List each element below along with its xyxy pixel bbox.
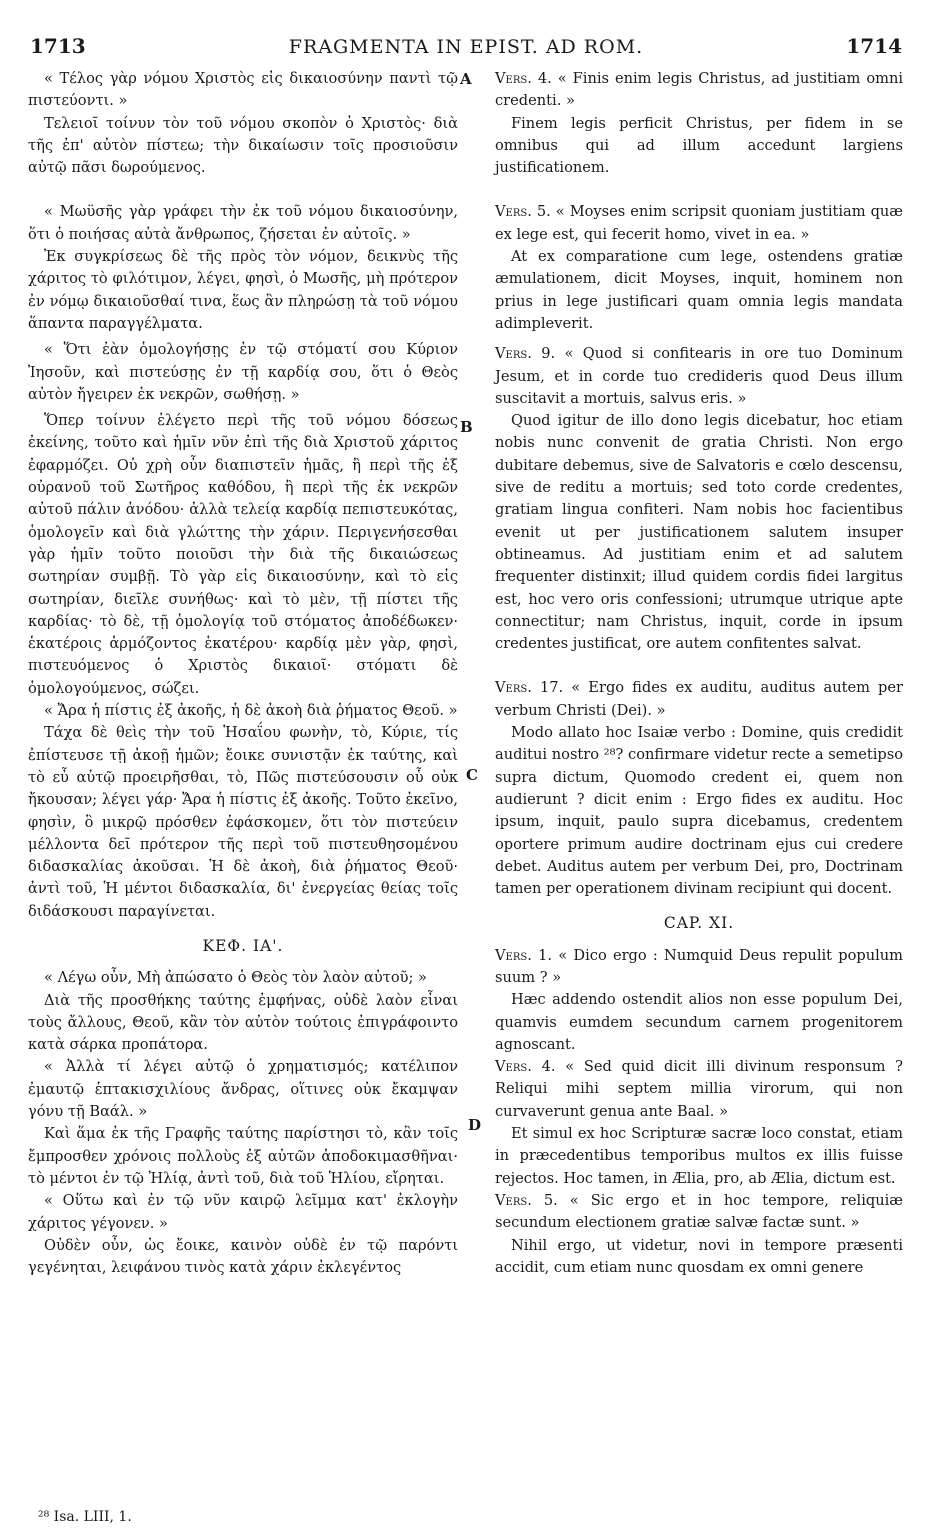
page-number-left: 1713 xyxy=(30,34,86,58)
margin-mark-b: B xyxy=(460,418,473,436)
verse-number: Vers. 4. xyxy=(495,70,552,87)
verse-number: Vers. 5. xyxy=(495,203,551,221)
page-number-right: 1714 xyxy=(846,34,902,58)
greek-commentary: Ἐκ συγκρίσεως δὲ τῆς πρὸς τὸν νόμον, δεικνὺς τῆς χάριτος τὸ φιλότιμον, λέγει, φησὶ, ὁ Μωσῆς, μὴ πρότερον ἐν νόμῳ δικαιοῦσθαί τινα, ἕως ἂν πληρώσῃ τὰ τοῦ νόμου ἅπαντα παραγγέλματα. xyxy=(28,248,458,332)
greek-verse: « Τέλος γὰρ νόμου Χριστὸς εἰς δικαιοσύνην παντὶ τῷ πιστεύοντι. » xyxy=(28,70,458,110)
latin-commentary: Nihil ergo, ut videtur, novi in tempore præsenti accidit, cum etiam nunc quosdam ex omni genere xyxy=(495,1236,903,1276)
margin-mark-c: C xyxy=(466,766,478,784)
margin-mark-d: D xyxy=(468,1116,482,1134)
latin-verse: Vers. 5. « Moyses enim scripsit quoniam justitiam quæ ex lege est, qui fecerit homo, vivet in ea. » xyxy=(495,203,904,243)
latin-verse: Vers. 9. « Quod si confitearis in ore tuo Dominum Jesum, et in corde tuo credideris quod Deus illum suscitavit a mortuis, salvus eris. » xyxy=(495,345,903,407)
latin-commentary: Modo allato hoc Isaiæ verbo : Domine, quis credidit auditui nostro ²⁸? confirmare videtur recte a semetipso supra dictum, Quomodo credent ei, quem non audierunt ? dicit enim : Ergo fides ex auditu. Hoc ipsum, inquit, paulo supra dicebamus, credentem oportere primum audire doctrinam ejus cui credere debet. Auditus autem per verbum Dei, pro, Doctrinam tamen per operationem divinam recipiunt qui docent. xyxy=(495,724,903,898)
greek-chapter-heading: ΚΕΦ. ΙΑ'. xyxy=(202,936,284,955)
latin-commentary: Et simul ex hoc Scripturæ sacræ loco constat, etiam in præcedentibus temporibus multos ex illis fuisse rejectos. Hoc tamen, in Ælia, pro, ab Ælia, dictum est. xyxy=(495,1125,903,1187)
greek-commentary: Ὅπερ τοίνυν ἐλέγετο περὶ τῆς τοῦ νόμου δόσεως ἐκείνης, τοῦτο καὶ ἡμῖν νῦν ἐπὶ τῆς διὰ Χριστοῦ χάριτος ἐφαρμόζει. Οὐ χρὴ οὖν διαπιστεῖν ἡμᾶς, ἢ περὶ τῆς ἐξ οὐρανοῦ τοῦ Σωτῆρος καθόδου, ἢ περὶ τῆς ἐκ νεκρῶν αὐτοῦ πάλιν ἀνόδου· ἀλλὰ τελείᾳ καρδίᾳ πεπιστευκότας, ὁμολογεῖν καὶ διὰ γλώττης τὴν χάριν. Περιγενήσεσθαι γὰρ ἡμῖν τοῦτο ποιοῦσι τὴν διὰ τῆς δικαιώσεως σωτηρίαν συμβῇ. Τὸ γὰρ εἰς δικαιοσύνην, καὶ τὸ εἰς σωτηρίαν, διεῖλε συνήθως· καὶ τὸ μὲν, τῇ πίστει τῆς καρδίας· τὸ δὲ, τῇ ὁμολογίᾳ τοῦ στόματος ἀποδέδωκεν· ἑκατέροις ἁρμόζοντος ἑκατέρου· καρδίᾳ μὲν γὰρ, φησὶ, πιστευόμενος ὁ Χριστὸς δικαιοῖ· στόματι δὲ ὁμολογούμενος, σώζει. xyxy=(28,412,458,697)
greek-commentary: Οὐδὲν οὖν, ὡς ἔοικε, καινὸν οὐδὲ ἐν τῷ παρόντι γεγένηται, λειφάνου τινὸς κατὰ χάριν ἐκλεγέντος xyxy=(28,1236,458,1277)
latin-commentary: Hæc addendo ostendit alios non esse populum Dei, quamvis eumdem secundum carnem progenitorem agnoscant. xyxy=(495,991,903,1053)
latin-chapter-heading: CAP. XI. xyxy=(663,914,735,933)
greek-verse: « Μωϋσῆς γὰρ γράφει τὴν ἐκ τοῦ νόμου δικαιοσύνην, ὅτι ὁ ποιήσας αὐτὰ ἄνθρωπος, ζήσεται ἐν αὐτοῖς. » xyxy=(28,203,458,243)
margin-mark-a: A xyxy=(460,70,472,88)
greek-verse: « Λέγω οὖν, Μὴ ἀπώσατο ὁ Θεὸς τὸν λαὸν αὐτοῦ; » xyxy=(44,969,427,987)
latin-verse: Vers. 1. « Dico ergo : Numquid Deus repulit populum suum ? » xyxy=(495,946,904,986)
greek-column xyxy=(28,68,458,1279)
verse-number: Vers. 1. xyxy=(495,946,553,964)
verse-number: Vers. 4. xyxy=(495,1058,556,1076)
verse-number: Vers. 5. xyxy=(495,1191,558,1209)
latin-column xyxy=(495,68,903,1279)
latin-verse: Vers. 4. « Finis enim legis Christus, ad justitiam omni credenti. » xyxy=(495,70,904,110)
latin-verse: Vers. 4. « Sed quid dicit illi divinum responsum ? Reliqui mihi septem millia virorum, qui non curvaverunt genua ante Baal. » xyxy=(495,1058,903,1120)
greek-commentary: Διὰ τῆς προσθήκης ταύτης ἐμφήνας, οὐδὲ λαὸν εἶναι τοὺς ἄλλους, Θεοῦ, κἂν τὸν αὐτὸν τούτοις ἐπιγράφοιντο κατὰ σάρκα προπάτορα. xyxy=(28,991,458,1054)
greek-verse: « Ἄρα ἡ πίστις ἐξ ἀκοῆς, ἡ δὲ ἀκοὴ διὰ ῥήματος Θεοῦ. » xyxy=(44,702,458,720)
footnote: ²⁸ Isa. LIII, 1. xyxy=(38,1509,132,1525)
latin-verse: Vers. 5. « Sic ergo et in hoc tempore, reliquiæ secundum electionem gratiæ salvæ factæ sunt. » xyxy=(495,1191,903,1232)
greek-commentary: Τάχα δὲ θεὶς τὴν τοῦ Ἡσαΐου φωνὴν, τὸ, Κύριε, τίς ἐπίστευσε τῇ ἀκοῇ ἡμῶν; ἔοικε συνιστᾷν ἐκ ταύτης, καὶ τὸ εὖ αὐτῷ προειρῆσθαι, τὸ, Πῶς πιστεύσουσιν οὗ οὐκ ἤκουσαν; λέγει γάρ· Ἄρα ἡ πίστις ἐξ ἀκοῆς. Τοῦτο ἐκεῖνο, φησὶν, ὃ μικρῷ πρόσθεν ἐφάσκομεν, ὅτι τὸν πιστεύειν μέλλοντα δεῖ πρότερον τῆς περὶ τοῦ πιστευθησομένου διδασκαλίας ἀκοῦσαι. Ἡ δὲ ἀκοὴ, διὰ ῥήματος Θεοῦ· ἀντὶ τοῦ, Ἡ μέντοι διδασκαλία, δι' ἐνεργείας θείας τοῖς διδάσκουσι παραγίνεται. xyxy=(28,724,458,920)
greek-commentary: Καὶ ἅμα ἐκ τῆς Γραφῆς ταύτης παρίστησι τὸ, κἂν τοῖς ἔμπροσθεν χρόνοις πολλοὺς ἐξ αὐτῶν ἀποδοκιμασθῆναι· τὸ μέντοι ἐν τῷ Ἠλίᾳ, ἀντὶ τοῦ, διὰ τοῦ Ἡλίου, εἴρηται. xyxy=(28,1125,458,1187)
latin-commentary: Finem legis perficit Christus, per fidem in se omnibus qui ad illum accedunt largiens justificationem. xyxy=(495,114,903,177)
greek-verse: « Ἀλλὰ τί λέγει αὐτῷ ὁ χρηματισμός; κατέλιπον ἐμαυτῷ ἑπτακισχιλίους ἄνδρας, οἵτινες οὐκ ἔκαμψαν γόνυ τῇ Βαάλ. » xyxy=(28,1058,458,1121)
greek-verse: « Οὕτω καὶ ἐν τῷ νῦν καιρῷ λεῖμμα κατ' ἐκλογὴν χάριτος γέγονεν. » xyxy=(28,1192,458,1232)
verse-number: Vers. 17. xyxy=(495,679,564,697)
latin-commentary: Quod igitur de illo dono legis dicebatur, hoc etiam nobis nunc convenit de gratia Christi. Non ergo dubitare debemus, sive de Salvatoris e cœlo descensu, sive de reditu a mortuis; sed toto corde credentes, gratiam lingua confiteri. Nam nobis hoc facientibus evenit ut per justificationem salutem insuper obtineamus. Ad justitiam enim et ad salutem frequenter distinxit; illud quidem cordis fidei largitus est, hoc vero oris confessioni; utrumque utrique apte connectitur; nam Christus, inquit, corde in ipsum credentes justificat, ore autem confitentes salvat. xyxy=(495,412,903,653)
verse-number: Vers. 9. xyxy=(495,345,556,363)
greek-verse: « Ὅτι ἐὰν ὁμολογήσῃς ἐν τῷ στόματί σου Κύριον Ἰησοῦν, καὶ πιστεύσῃς ἐν τῇ καρδίᾳ σου, ὅτι ὁ Θεὸς αὐτὸν ἤγειρεν ἐκ νεκρῶν, σωθήσῃ. » xyxy=(28,341,458,403)
latin-commentary: At ex comparatione cum lege, ostendens gratiæ æmulationem, dicit Moyses, inquit, hominem non prius in lege justificari quam omnia legis mandata adimpleverit. xyxy=(495,248,903,332)
greek-commentary: Τελειοῖ τοίνυν τὸν τοῦ νόμου σκοπὸν ὁ Χριστὸς· διὰ τῆς ἐπ' αὐτὸν πίστεω; τὴν δικαίωσιν τοῖς προσιοῦσιν αὐτῷ πᾶσι δωρούμενος. xyxy=(28,114,458,177)
page-header xyxy=(30,34,902,62)
running-title: FRAGMENTA IN EPIST. AD ROM. xyxy=(288,36,644,58)
latin-verse: Vers. 17. « Ergo fides ex auditu, auditus autem per verbum Christi (Dei). » xyxy=(495,679,903,719)
